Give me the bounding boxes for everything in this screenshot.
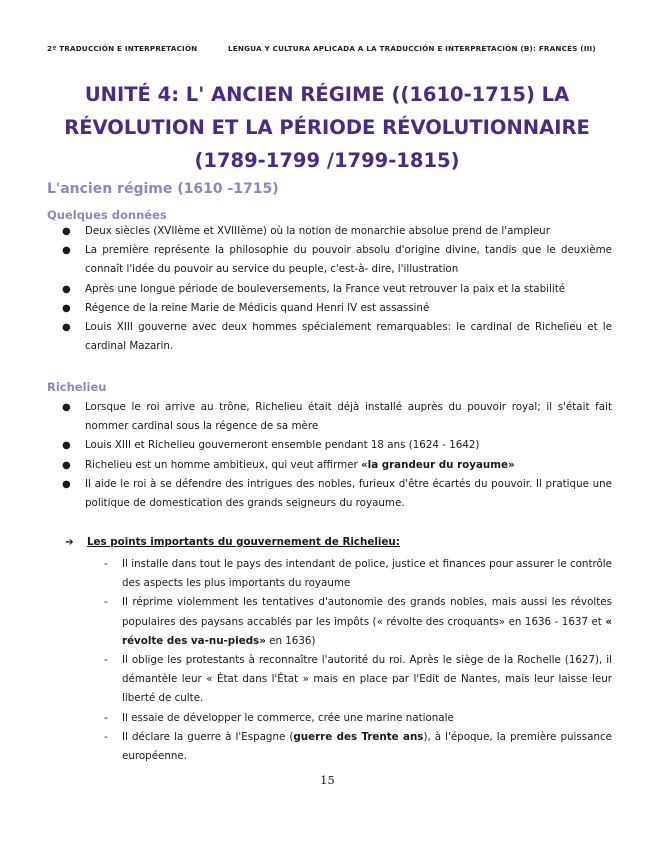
points-list <box>47 555 612 766</box>
list-item: ● Richelieu est un homme ambitieux, qui veut affirmer «la grandeur du royaume» <box>47 456 612 475</box>
dash-icon: - <box>104 558 108 570</box>
richelieu-list <box>47 398 612 513</box>
list-item: ● Deux siècles (XVIIème et XVIIIème) où la notion de monarchie absolue prend de l'ampleur <box>47 222 612 241</box>
subheading-richelieu: Richelieu <box>47 380 107 394</box>
bullet-icon: ● <box>62 478 71 490</box>
emphasis-grandeur: «la grandeur du royaume» <box>361 458 515 471</box>
list-item: - Il oblige les protestants à reconnaître l'autorité du roi. Après le siège de la Rochelle (1627), il démantèle leur « État dans l'État » mais en place par l'Edit de Nantes, mais leur laisse leur liberté de culte. <box>47 651 612 709</box>
quelques-donnees-list <box>47 222 612 356</box>
emphasis-trente-ans: guerre des Trente ans <box>293 730 424 743</box>
list-item: ● Après une longue période de bouleversements, la France veut retrouver la paix et la stabilité <box>47 280 612 299</box>
unit-title-line-1: UNITÉ 4: L' ANCIEN RÉGIME ((1610-1715) LA <box>84 83 570 106</box>
emphasis-va-nu-pieds: « révolte des va-nu-pieds» <box>122 615 612 647</box>
dash-icon: - <box>104 596 108 609</box>
dash-icon: - <box>104 711 108 724</box>
dash-icon: - <box>104 730 108 743</box>
list-item: ● Il aide le roi à se défendre des intrigues des nobles, furieux d'être écartés du pouvoir. Il pratique une politique de domestication des grands seigneurs du royaume. <box>47 475 612 513</box>
list-item: ● Lorsque le roi arrive au trône, Richelieu était déjà installé auprès du pouvoir royal; il s'était fait nommer cardinal sous la régence de sa mère <box>47 398 612 436</box>
unit-title <box>47 78 607 177</box>
bullet-icon: ● <box>62 226 71 237</box>
list-item: - Il essaie de développer le commerce, crée une marine nationale <box>47 709 612 728</box>
bullet-icon: ● <box>62 283 71 295</box>
bullet-icon: ● <box>62 322 71 334</box>
bullet-icon: ● <box>62 459 71 471</box>
header-course: 2º TRADUCCIÓN E INTERPRETACIÓN <box>47 44 198 53</box>
list-item: ● La première représente la philosophie du pouvoir absolu d'origine divine, tandis que le deuxième connaît l'idée du pouvoir au service du peuple, c'est-à- dire, l'illustration <box>47 241 612 279</box>
bullet-icon: ● <box>62 245 71 257</box>
subheading-quelques-donnees: Quelques données <box>47 208 167 222</box>
list-item: - Il réprime violemment les tentatives d'autonomie des grands nobles, mais aussi les révoltes populaires des paysans accablés par les impôts (« révolte des croquants» en 1636 - 1637 et « révolte des va-nu-pieds» en 1636) <box>47 593 612 651</box>
points-heading-text: Les points importants du gouvernement de Richelieu: <box>87 536 400 548</box>
list-item: ● Louis XIII gouverne avec deux hommes spécialement remarquables: le cardinal de Richelieu et le cardinal Mazarin. <box>47 318 612 356</box>
page-number: 15 <box>320 773 335 787</box>
points-heading <box>65 536 400 548</box>
list-item: - Il installe dans tout le pays des intendant de police, justice et finances pour assurer le contrôle des aspects les plus importants du royaume <box>47 555 612 593</box>
bullet-icon: ● <box>62 302 71 314</box>
bullet-icon: ● <box>62 402 71 413</box>
arrow-right-icon: ➔ <box>65 536 74 548</box>
dash-icon: - <box>104 654 108 667</box>
unit-title-line-3: (1789-1799 /1799-1815) <box>194 149 460 172</box>
bullet-icon: ● <box>62 440 71 452</box>
list-item: ● Louis XIII et Richelieu gouverneront ensemble pendant 18 ans (1624 - 1642) <box>47 436 612 455</box>
section-heading-ancien-regime: L'ancien régime (1610 -1715) <box>47 181 279 197</box>
list-item: ● Régence de la reine Marie de Médicis quand Henri IV est assassiné <box>47 299 612 318</box>
unit-title-line-2: RÉVOLUTION ET LA PÉRIODE RÉVOLUTIONNAIRE <box>64 116 590 139</box>
list-item: - Il déclare la guerre à l'Espagne (guerre des Trente ans), à l'époque, la première puissance européenne. <box>47 728 612 766</box>
header-subject: LENGUA Y CULTURA APLICADA A LA TRADUCCIÓN E INTERPRETACIÓN (B): FRANCÉS (III) <box>228 44 596 53</box>
